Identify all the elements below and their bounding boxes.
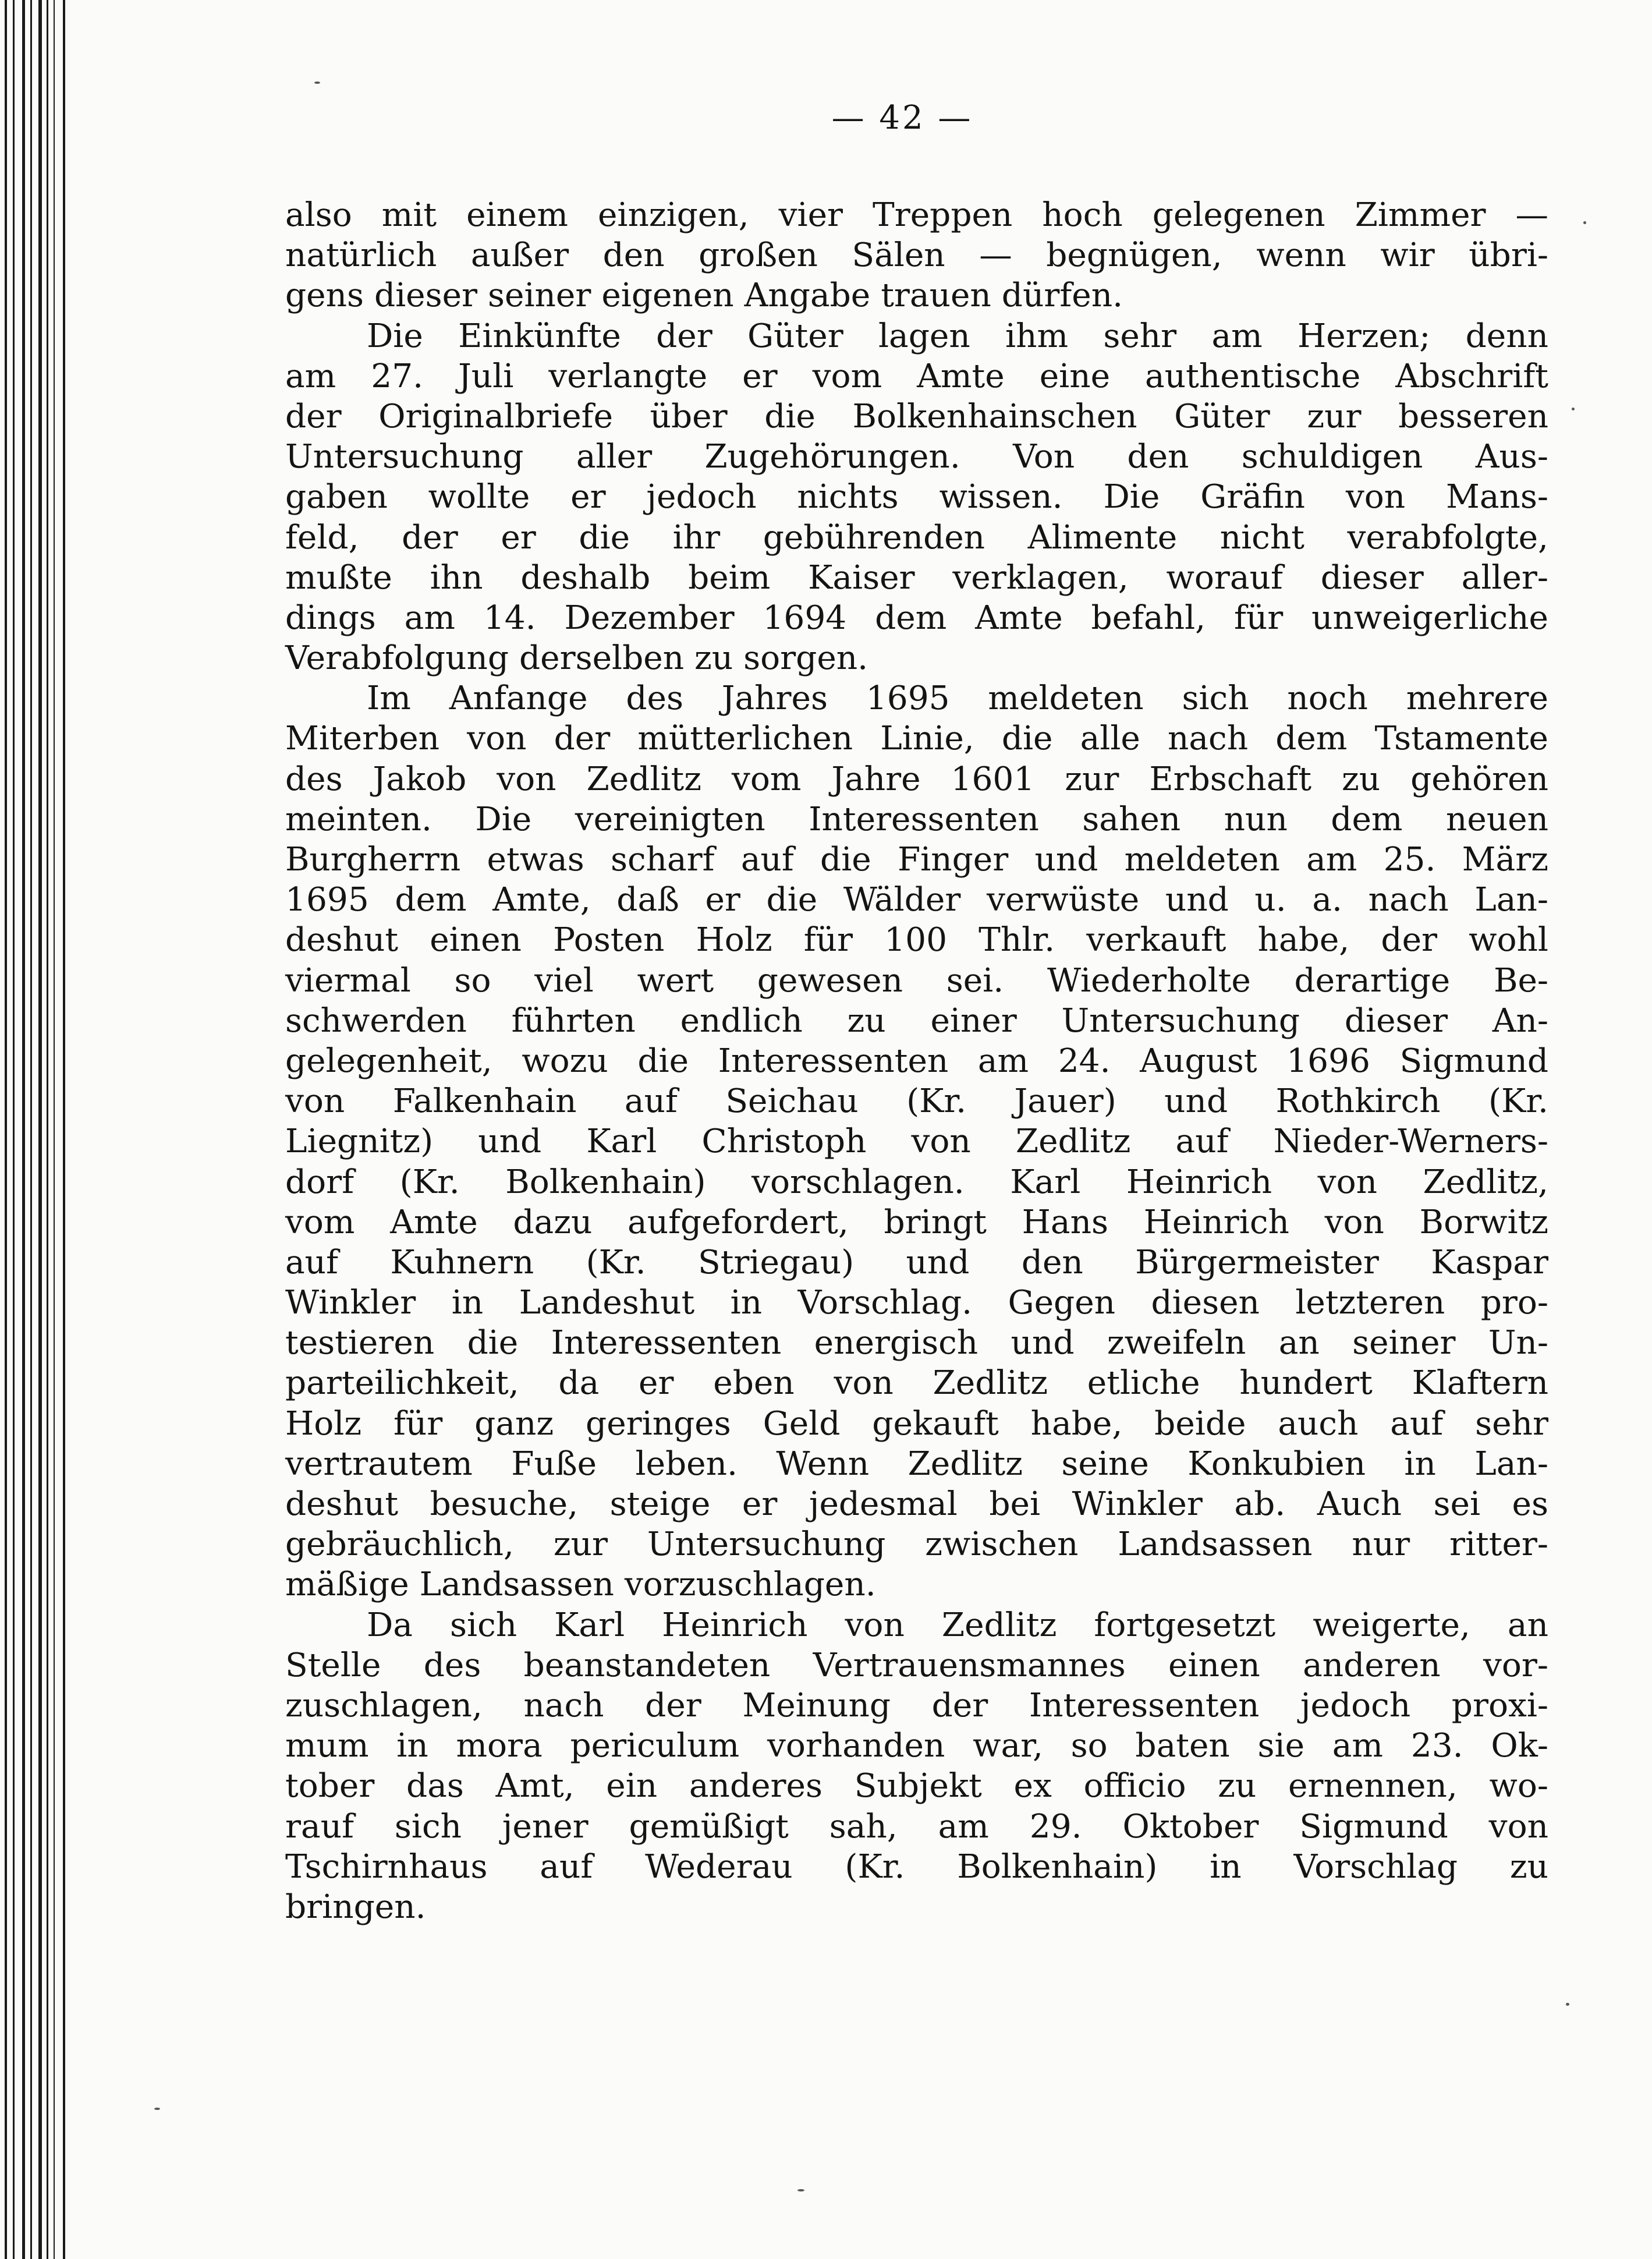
text-line: Miterben von der mütterlichen Linie, die alle nach dem Tstamente <box>285 720 1548 758</box>
text-line: dorf (Kr. Bolkenhain) vorschlagen. Karl Heinrich von Zedlitz, <box>285 1163 1548 1201</box>
text-line: Burgherrn etwas scharf auf die Finger und meldeten am 25. März <box>285 841 1548 879</box>
text-line: des Jakob von Zedlitz vom Jahre 1601 zur Erbschaft zu gehören <box>285 760 1548 798</box>
paragraph-3 <box>285 678 1548 1605</box>
text-line: gebräuchlich, zur Untersuchung zwischen Landsassen nur ritter- <box>285 1525 1548 1564</box>
scan-speck <box>314 82 320 84</box>
text-line: also mit einem einzigen, vier Treppen hoch gelegenen Zimmer — <box>285 196 1548 234</box>
text-line: Stelle des beanstandeten Vertrauensmannes einen anderen vor- <box>285 1646 1548 1684</box>
text-line: mäßige Landsassen vorzuschlagen. <box>285 1566 876 1604</box>
scan-speck <box>1572 408 1575 410</box>
paragraph-1 <box>285 195 1548 316</box>
text-line: mum in mora periculum vorhanden war, so baten sie am 23. Ok- <box>285 1727 1548 1765</box>
text-line: Untersuchung aller Zugehörungen. Von den schuldigen Aus- <box>285 438 1548 476</box>
book-binding-edge <box>0 0 87 2259</box>
text-line: schwerden führten endlich zu einer Untersuchung dieser An- <box>285 1001 1548 1040</box>
text-line: vom Amte dazu aufgefordert, bringt Hans Heinrich von Borwitz <box>285 1203 1548 1241</box>
text-line: dings am 14. Dezember 1694 dem Amte befahl, für unweigerliche <box>285 599 1548 637</box>
text-line: Die Einkünfte der Güter lagen ihm sehr am Herzen; denn <box>367 317 1548 355</box>
text-line: natürlich außer den großen Sälen — begnügen, wenn wir übri- <box>285 236 1548 275</box>
text-line: von Falkenhain auf Seichau (Kr. Jauer) und Rothkirch (Kr. <box>285 1082 1548 1121</box>
text-line: bringen. <box>285 1888 426 1926</box>
scan-speck <box>1566 2003 1569 2006</box>
text-line: 1695 dem Amte, daß er die Wälder verwüste und u. a. nach Lan- <box>285 881 1548 919</box>
text-line: vertrautem Fuße leben. Wenn Zedlitz seine Konkubien in Lan- <box>285 1444 1548 1483</box>
text-line: tober das Amt, ein anderes Subjekt ex officio zu ernennen, wo- <box>285 1767 1548 1805</box>
page-number: — 42 — <box>831 99 973 137</box>
text-line: Da sich Karl Heinrich von Zedlitz fortgesetzt weigerte, an <box>367 1606 1548 1644</box>
text-line: gelegenheit, wozu die Interessenten am 24. August 1696 Sigmund <box>285 1042 1548 1080</box>
text-line: Im Anfange des Jahres 1695 meldeten sich noch mehrere <box>367 679 1548 718</box>
text-line: Winkler in Landeshut in Vorschlag. Gegen diesen letzteren pro- <box>285 1284 1548 1322</box>
text-line: Tschirnhaus auf Wederau (Kr. Bolkenhain) in Vorschlag zu <box>285 1847 1548 1886</box>
text-line: deshut einen Posten Holz für 100 Thlr. verkauft habe, der wohl <box>285 921 1548 959</box>
text-line: gaben wollte er jedoch nichts wissen. Die Gräfin von Mans- <box>285 478 1548 516</box>
text-line: Holz für ganz geringes Geld gekauft habe, beide auch auf sehr <box>285 1404 1548 1443</box>
text-line: feld, der er die ihr gebührenden Alimente nicht verabfolgte, <box>285 518 1548 557</box>
text-line: rauf sich jener gemüßigt sah, am 29. Oktober Sigmund von <box>285 1807 1548 1846</box>
text-line: Liegnitz) und Karl Christoph von Zedlitz auf Nieder-Werners- <box>285 1123 1548 1161</box>
paragraph-4 <box>285 1605 1548 1928</box>
text-line: testieren die Interessenten energisch und zweifeln an seiner Un- <box>285 1324 1548 1362</box>
text-line: deshut besuche, steige er jedesmal bei Winkler ab. Auch sei es <box>285 1485 1548 1523</box>
page-body <box>285 195 1548 1927</box>
text-line: am 27. Juli verlangte er vom Amte eine authentische Abschrift <box>285 357 1548 395</box>
text-line: parteilichkeit, da er eben von Zedlitz etliche hundert Klaftern <box>285 1364 1548 1403</box>
paragraph-2 <box>285 316 1548 679</box>
scan-speck <box>797 2189 804 2191</box>
text-line: zuschlagen, nach der Meinung der Interessenten jedoch proxi- <box>285 1686 1548 1725</box>
text-line: viermal so viel wert gewesen sei. Wiederholte derartige Be- <box>285 961 1548 1000</box>
text-line: mußte ihn deshalb beim Kaiser verklagen, worauf dieser aller- <box>285 558 1548 597</box>
text-line: der Originalbriefe über die Bolkenhainschen Güter zur besseren <box>285 397 1548 435</box>
scan-speck <box>1583 221 1586 224</box>
text-line: auf Kuhnern (Kr. Striegau) und den Bürgermeister Kaspar <box>285 1243 1548 1281</box>
text-line: gens dieser seiner eigenen Angabe trauen dürfen. <box>285 277 1123 315</box>
scan-speck <box>154 2108 160 2110</box>
text-line: meinten. Die vereinigten Interessenten sahen nun dem neuen <box>285 800 1548 838</box>
text-line: Verabfolgung derselben zu sorgen. <box>285 639 868 678</box>
